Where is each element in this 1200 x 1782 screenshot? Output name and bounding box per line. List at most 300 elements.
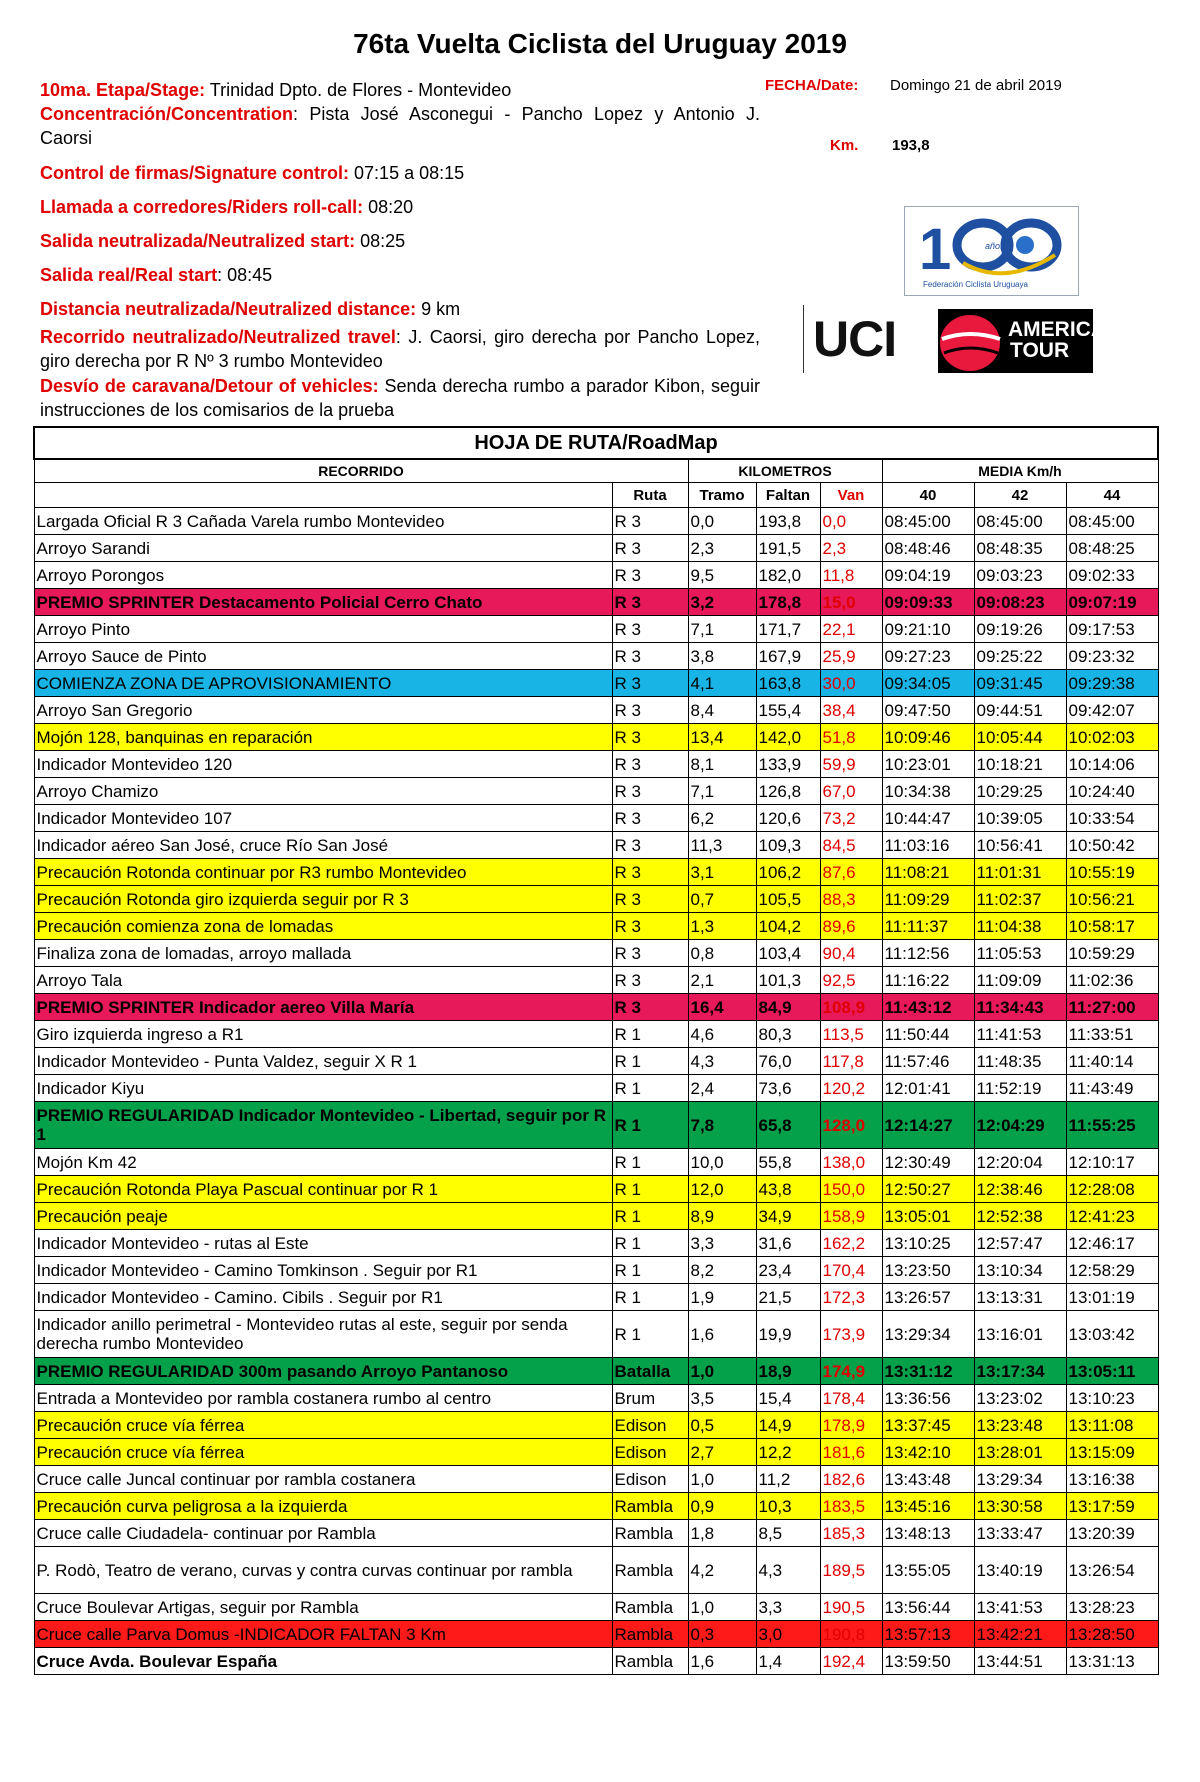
route-desc: Arroyo Pinto [34, 616, 612, 643]
time-40: 13:55:05 [882, 1547, 974, 1594]
time-42: 10:05:44 [974, 724, 1066, 751]
time-40: 11:43:12 [882, 994, 974, 1021]
time-40: 08:45:00 [882, 508, 974, 535]
route-van: 117,8 [820, 1048, 882, 1075]
route-faltan: 106,2 [756, 859, 820, 886]
route-faltan: 8,5 [756, 1520, 820, 1547]
route-desc: Cruce calle Ciudadela- continuar por Rambla [34, 1520, 612, 1547]
route-faltan: 104,2 [756, 913, 820, 940]
route-tramo: 11,3 [688, 832, 756, 859]
route-tramo: 8,9 [688, 1203, 756, 1230]
time-44: 12:46:17 [1066, 1230, 1158, 1257]
stage-label: 10ma. Etapa/Stage: [40, 80, 206, 100]
route-ruta: R 1 [612, 1284, 688, 1311]
route-ruta: Rambla [612, 1594, 688, 1621]
table-row [34, 1621, 1158, 1648]
time-44: 09:29:38 [1066, 670, 1158, 697]
stage-value: Trinidad Dpto. de Flores - Montevideo [205, 80, 512, 100]
time-40: 12:50:27 [882, 1176, 974, 1203]
route-van: 174,9 [820, 1358, 882, 1385]
time-42: 11:05:53 [974, 940, 1066, 967]
time-42: 11:01:31 [974, 859, 1066, 886]
route-desc: PREMIO SPRINTER Destacamento Policial Cerro Chato [34, 589, 612, 616]
logo-anos: años [985, 241, 1005, 251]
route-van: 150,0 [820, 1176, 882, 1203]
table-row [34, 670, 1158, 697]
time-40: 11:50:44 [882, 1021, 974, 1048]
time-42: 13:33:47 [974, 1520, 1066, 1547]
table-row [34, 1439, 1158, 1466]
route-desc: Indicador Montevideo - Camino. Cibils . Seguir por R1 [34, 1284, 612, 1311]
time-40: 13:57:13 [882, 1621, 974, 1648]
route-desc: Mojón 128, banquinas en reparación [34, 724, 612, 751]
table-row [34, 1284, 1158, 1311]
route-desc: Arroyo Sarandi [34, 535, 612, 562]
route-tramo: 3,1 [688, 859, 756, 886]
time-42: 13:23:02 [974, 1385, 1066, 1412]
time-40: 13:42:10 [882, 1439, 974, 1466]
route-van: 108,9 [820, 994, 882, 1021]
table-row [34, 1311, 1158, 1358]
time-40: 08:48:46 [882, 535, 974, 562]
table-row [34, 940, 1158, 967]
time-44: 08:45:00 [1066, 508, 1158, 535]
route-van: 185,3 [820, 1520, 882, 1547]
route-desc: Precaución Rotonda Playa Pascual continuar por R 1 [34, 1176, 612, 1203]
route-tramo: 9,5 [688, 562, 756, 589]
route-faltan: 103,4 [756, 940, 820, 967]
route-desc: Indicador Kiyu [34, 1075, 612, 1102]
table-column-header-row [34, 483, 1158, 508]
route-ruta: R 3 [612, 670, 688, 697]
time-40: 13:23:50 [882, 1257, 974, 1284]
time-44: 13:28:50 [1066, 1621, 1158, 1648]
time-40: 13:56:44 [882, 1594, 974, 1621]
route-desc: Arroyo Chamizo [34, 778, 612, 805]
time-42: 13:42:21 [974, 1621, 1066, 1648]
col-van-header: Van [820, 483, 882, 508]
route-tramo: 7,1 [688, 616, 756, 643]
route-desc: PREMIO REGULARIDAD 300m pasando Arroyo Pantanoso [34, 1358, 612, 1385]
route-ruta: R 3 [612, 832, 688, 859]
logo-federation-text: Federación Ciclista Uruguaya [923, 280, 1028, 289]
time-42: 09:44:51 [974, 697, 1066, 724]
time-44: 11:40:14 [1066, 1048, 1158, 1075]
route-faltan: 84,9 [756, 994, 820, 1021]
time-40: 11:12:56 [882, 940, 974, 967]
route-desc: Cruce calle Parva Domus -INDICADOR FALTAN 3 Km [34, 1621, 612, 1648]
time-42: 13:44:51 [974, 1648, 1066, 1675]
route-tramo: 7,1 [688, 778, 756, 805]
time-42: 11:41:53 [974, 1021, 1066, 1048]
route-tramo: 1,9 [688, 1284, 756, 1311]
federation-logo-graphic [905, 207, 1078, 295]
table-row [34, 832, 1158, 859]
time-44: 11:33:51 [1066, 1021, 1158, 1048]
route-desc: Cruce calle Juncal continuar por rambla costanera [34, 1466, 612, 1493]
time-40: 11:03:16 [882, 832, 974, 859]
table-row [34, 1203, 1158, 1230]
time-42: 09:08:23 [974, 589, 1066, 616]
time-44: 12:28:08 [1066, 1176, 1158, 1203]
time-42: 11:09:09 [974, 967, 1066, 994]
time-42: 11:04:38 [974, 913, 1066, 940]
table-row [34, 1176, 1158, 1203]
time-40: 13:26:57 [882, 1284, 974, 1311]
time-40: 11:16:22 [882, 967, 974, 994]
time-44: 10:14:06 [1066, 751, 1158, 778]
route-faltan: 171,7 [756, 616, 820, 643]
route-ruta: R 3 [612, 778, 688, 805]
route-van: 178,9 [820, 1412, 882, 1439]
concentration-value: : Pista José Asconegui - Pancho Lopez y Antonio J. Caorsi [40, 104, 760, 148]
time-40: 12:01:41 [882, 1075, 974, 1102]
time-44: 10:58:17 [1066, 913, 1158, 940]
route-tramo: 1,6 [688, 1311, 756, 1358]
route-ruta: R 1 [612, 1075, 688, 1102]
route-van: 84,5 [820, 832, 882, 859]
route-ruta: Brum [612, 1385, 688, 1412]
table-row [34, 562, 1158, 589]
time-40: 10:09:46 [882, 724, 974, 751]
route-desc: Largada Oficial R 3 Cañada Varela rumbo Montevideo [34, 508, 612, 535]
route-tramo: 16,4 [688, 994, 756, 1021]
time-42: 11:52:19 [974, 1075, 1066, 1102]
route-ruta: Rambla [612, 1520, 688, 1547]
real-start-label: Salida real/Real start [40, 265, 218, 285]
table-row [34, 1466, 1158, 1493]
route-van: 182,6 [820, 1466, 882, 1493]
time-42: 12:52:38 [974, 1203, 1066, 1230]
route-tramo: 4,3 [688, 1048, 756, 1075]
time-40: 12:30:49 [882, 1149, 974, 1176]
time-44: 09:07:19 [1066, 589, 1158, 616]
signature-value: 07:15 a 08:15 [349, 163, 465, 183]
time-40: 10:23:01 [882, 751, 974, 778]
route-faltan: 3,3 [756, 1594, 820, 1621]
route-van: 25,9 [820, 643, 882, 670]
route-van: 89,6 [820, 913, 882, 940]
table-title: HOJA DE RUTA/RoadMap [34, 427, 1158, 459]
route-van: 170,4 [820, 1257, 882, 1284]
time-44: 13:11:08 [1066, 1412, 1158, 1439]
route-van: 67,0 [820, 778, 882, 805]
route-faltan: 182,0 [756, 562, 820, 589]
table-row [34, 886, 1158, 913]
table-row [34, 1230, 1158, 1257]
route-faltan: 155,4 [756, 697, 820, 724]
table-row [34, 778, 1158, 805]
route-van: 87,6 [820, 859, 882, 886]
table-row [34, 1648, 1158, 1675]
time-42: 10:39:05 [974, 805, 1066, 832]
route-tramo: 3,5 [688, 1385, 756, 1412]
route-desc: PREMIO REGULARIDAD Indicador Montevideo - Libertad, seguir por R 1 [34, 1102, 612, 1149]
federation-100-years-logo [904, 206, 1079, 296]
route-ruta: R 1 [612, 1021, 688, 1048]
route-ruta: R 1 [612, 1102, 688, 1149]
route-desc: Finaliza zona de lomadas, arroyo mallada [34, 940, 612, 967]
col-ruta-header: Ruta [612, 483, 688, 508]
time-44: 09:42:07 [1066, 697, 1158, 724]
route-ruta: R 1 [612, 1230, 688, 1257]
rollcall-label: Llamada a corredores/Riders roll-call: [40, 197, 364, 217]
route-faltan: 80,3 [756, 1021, 820, 1048]
time-40: 11:57:46 [882, 1048, 974, 1075]
signature-label: Control de firmas/Signature control: [40, 163, 350, 183]
route-ruta: R 3 [612, 967, 688, 994]
neutralized-distance-value: 9 km [416, 299, 461, 319]
route-faltan: 10,3 [756, 1493, 820, 1520]
table-row [34, 1149, 1158, 1176]
route-tramo: 0,3 [688, 1621, 756, 1648]
time-44: 08:48:25 [1066, 535, 1158, 562]
col-44-header: 44 [1066, 483, 1158, 508]
route-faltan: 126,8 [756, 778, 820, 805]
time-40: 13:45:16 [882, 1493, 974, 1520]
detour-value: Senda derecha rumbo a parador Kibon, seguir instrucciones de los comisarios de la prueba [40, 376, 760, 420]
route-tramo: 2,3 [688, 535, 756, 562]
time-40: 10:44:47 [882, 805, 974, 832]
time-42: 13:10:34 [974, 1257, 1066, 1284]
table-row [34, 967, 1158, 994]
time-40: 13:59:50 [882, 1648, 974, 1675]
time-44: 12:58:29 [1066, 1257, 1158, 1284]
route-tramo: 4,2 [688, 1547, 756, 1594]
table-row [34, 1102, 1158, 1149]
time-42: 13:29:34 [974, 1466, 1066, 1493]
time-44: 13:26:54 [1066, 1547, 1158, 1594]
route-faltan: 101,3 [756, 967, 820, 994]
route-faltan: 133,9 [756, 751, 820, 778]
km-label: Km. [830, 137, 859, 154]
route-faltan: 105,5 [756, 886, 820, 913]
uci-wordmark: UCI [813, 311, 897, 367]
route-ruta: R 3 [612, 643, 688, 670]
time-42: 12:20:04 [974, 1149, 1066, 1176]
route-faltan: 76,0 [756, 1048, 820, 1075]
time-40: 13:48:13 [882, 1520, 974, 1547]
table-row [34, 508, 1158, 535]
route-van: 138,0 [820, 1149, 882, 1176]
time-40: 09:04:19 [882, 562, 974, 589]
route-tramo: 3,2 [688, 589, 756, 616]
route-van: 38,4 [820, 697, 882, 724]
real-start-line [40, 263, 760, 287]
time-44: 10:50:42 [1066, 832, 1158, 859]
route-ruta: R 1 [612, 1048, 688, 1075]
time-42: 12:38:46 [974, 1176, 1066, 1203]
route-desc: Arroyo Tala [34, 967, 612, 994]
route-faltan: 193,8 [756, 508, 820, 535]
route-van: 22,1 [820, 616, 882, 643]
neutralized-start-line [40, 229, 760, 253]
time-44: 10:02:03 [1066, 724, 1158, 751]
time-44: 13:20:39 [1066, 1520, 1158, 1547]
route-desc: Precaución cruce vía férrea [34, 1439, 612, 1466]
group-recorrido: RECORRIDO [34, 459, 688, 483]
time-44: 13:10:23 [1066, 1385, 1158, 1412]
route-van: 189,5 [820, 1547, 882, 1594]
table-row [34, 1358, 1158, 1385]
route-faltan: 1,4 [756, 1648, 820, 1675]
route-ruta: R 3 [612, 508, 688, 535]
logo-digit-one: 1 [919, 217, 952, 282]
time-44: 09:23:32 [1066, 643, 1158, 670]
time-42: 13:16:01 [974, 1311, 1066, 1358]
route-tramo: 0,7 [688, 886, 756, 913]
time-40: 11:08:21 [882, 859, 974, 886]
route-desc: Precaución curva peligrosa a la izquierda [34, 1493, 612, 1520]
time-42: 11:02:37 [974, 886, 1066, 913]
tour-line-2: TOUR [1010, 339, 1070, 362]
route-tramo: 8,2 [688, 1257, 756, 1284]
col-desc-header [34, 483, 612, 508]
time-44: 12:10:17 [1066, 1149, 1158, 1176]
table-row [34, 1547, 1158, 1594]
neutralized-start-label: Salida neutralizada/Neutralized start: [40, 231, 356, 251]
route-faltan: 109,3 [756, 832, 820, 859]
time-44: 09:02:33 [1066, 562, 1158, 589]
time-42: 08:45:00 [974, 508, 1066, 535]
neutralized-distance-line [40, 297, 760, 321]
route-desc: Indicador Montevideo - Camino Tomkinson . Seguir por R1 [34, 1257, 612, 1284]
time-42: 13:28:01 [974, 1439, 1066, 1466]
route-van: 15,0 [820, 589, 882, 616]
time-44: 11:02:36 [1066, 967, 1158, 994]
route-ruta: R 3 [612, 697, 688, 724]
route-van: 190,5 [820, 1594, 882, 1621]
route-van: 120,2 [820, 1075, 882, 1102]
route-desc: Arroyo Sauce de Pinto [34, 643, 612, 670]
route-ruta: Rambla [612, 1493, 688, 1520]
route-ruta: R 1 [612, 1203, 688, 1230]
time-40: 13:10:25 [882, 1230, 974, 1257]
route-desc: Cruce Boulevar Artigas, seguir por Rambla [34, 1594, 612, 1621]
table-row [34, 859, 1158, 886]
time-44: 09:17:53 [1066, 616, 1158, 643]
time-40: 09:27:23 [882, 643, 974, 670]
route-ruta: R 3 [612, 994, 688, 1021]
route-tramo: 13,4 [688, 724, 756, 751]
table-row [34, 994, 1158, 1021]
time-44: 13:28:23 [1066, 1594, 1158, 1621]
route-van: 173,9 [820, 1311, 882, 1358]
time-42: 09:25:22 [974, 643, 1066, 670]
time-42: 13:30:58 [974, 1493, 1066, 1520]
route-desc: Arroyo San Gregorio [34, 697, 612, 724]
time-42: 12:57:47 [974, 1230, 1066, 1257]
route-tramo: 0,9 [688, 1493, 756, 1520]
time-44: 11:43:49 [1066, 1075, 1158, 1102]
time-44: 13:31:13 [1066, 1648, 1158, 1675]
route-faltan: 142,0 [756, 724, 820, 751]
route-tramo: 1,0 [688, 1466, 756, 1493]
table-row [34, 805, 1158, 832]
route-ruta: R 1 [612, 1149, 688, 1176]
route-ruta: Rambla [612, 1621, 688, 1648]
route-van: 51,8 [820, 724, 882, 751]
route-tramo: 4,1 [688, 670, 756, 697]
route-faltan: 55,8 [756, 1149, 820, 1176]
time-42: 13:13:31 [974, 1284, 1066, 1311]
table-title-row [34, 427, 1158, 459]
route-ruta: R 3 [612, 805, 688, 832]
date-label: FECHA/Date: [765, 77, 859, 94]
time-40: 11:11:37 [882, 913, 974, 940]
time-44: 10:24:40 [1066, 778, 1158, 805]
concentration-label: Concentración/Concentration [40, 104, 294, 124]
time-42: 12:04:29 [974, 1102, 1066, 1149]
time-42: 13:41:53 [974, 1594, 1066, 1621]
route-faltan: 178,8 [756, 589, 820, 616]
time-44: 13:03:42 [1066, 1311, 1158, 1358]
table-row [34, 1594, 1158, 1621]
time-40: 10:34:38 [882, 778, 974, 805]
date-value: Domingo 21 de abril 2019 [890, 77, 1062, 94]
route-tramo: 1,6 [688, 1648, 756, 1675]
route-ruta: R 3 [612, 616, 688, 643]
table-group-header-row [34, 459, 1158, 483]
table-row [34, 913, 1158, 940]
table-row [34, 643, 1158, 670]
time-44: 10:55:19 [1066, 859, 1158, 886]
route-van: 30,0 [820, 670, 882, 697]
tour-line-1: AMERICA [1008, 318, 1106, 341]
route-ruta: Rambla [612, 1648, 688, 1675]
route-tramo: 1,8 [688, 1520, 756, 1547]
time-42: 13:23:48 [974, 1412, 1066, 1439]
route-tramo: 1,3 [688, 913, 756, 940]
time-44: 13:01:19 [1066, 1284, 1158, 1311]
time-40: 09:09:33 [882, 589, 974, 616]
route-faltan: 11,2 [756, 1466, 820, 1493]
route-desc: Mojón Km 42 [34, 1149, 612, 1176]
time-42: 09:03:23 [974, 562, 1066, 589]
route-van: 92,5 [820, 967, 882, 994]
time-42: 13:17:34 [974, 1358, 1066, 1385]
rollcall-line [40, 195, 760, 219]
route-ruta: R 1 [612, 1311, 688, 1358]
route-van: 162,2 [820, 1230, 882, 1257]
route-tramo: 2,4 [688, 1075, 756, 1102]
col-faltan-header: Faltan [756, 483, 820, 508]
time-44: 13:17:59 [1066, 1493, 1158, 1520]
route-ruta: Edison [612, 1466, 688, 1493]
time-44: 11:55:25 [1066, 1102, 1158, 1149]
table-row [34, 724, 1158, 751]
route-faltan: 31,6 [756, 1230, 820, 1257]
route-tramo: 3,3 [688, 1230, 756, 1257]
route-faltan: 73,6 [756, 1075, 820, 1102]
time-40: 11:09:29 [882, 886, 974, 913]
table-row [34, 1520, 1158, 1547]
neutralized-travel-line [40, 325, 760, 373]
time-44: 10:56:21 [1066, 886, 1158, 913]
route-van: 88,3 [820, 886, 882, 913]
col-42-header: 42 [974, 483, 1066, 508]
route-tramo: 2,7 [688, 1439, 756, 1466]
logo-emblem-icon [1016, 236, 1034, 254]
route-tramo: 10,0 [688, 1149, 756, 1176]
time-44: 13:16:38 [1066, 1466, 1158, 1493]
time-42: 10:18:21 [974, 751, 1066, 778]
route-desc: Indicador Montevideo 120 [34, 751, 612, 778]
route-tramo: 0,8 [688, 940, 756, 967]
neutralized-distance-label: Distancia neutralizada/Neutralized distance: [40, 299, 417, 319]
route-tramo: 1,0 [688, 1594, 756, 1621]
route-desc: Precaución Rotonda giro izquierda seguir por R 3 [34, 886, 612, 913]
